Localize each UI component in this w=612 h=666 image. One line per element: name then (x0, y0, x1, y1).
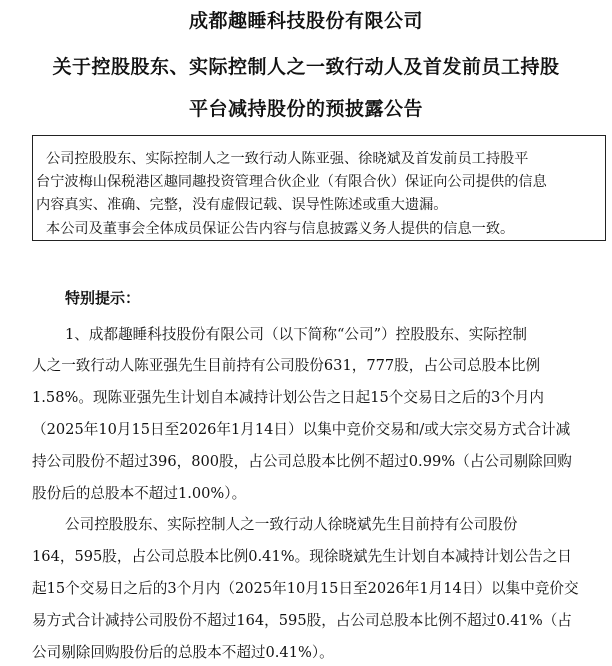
paragraph2-line: 公司剔除回购股份后的总股本不超过0.41%）。 (32, 644, 334, 661)
notice-line: 公司控股股东、实际控制人之一致行动人陈亚强、徐晓斌及首发前员工持股平 (46, 151, 529, 167)
paragraph2-line: 164，595股，占公司总股本比例0.41%。现徐晓斌先生计划自本减持计划公告之日 (32, 548, 572, 565)
notice-line: 台宁波梅山保税港区趣同趣投资管理合伙企业（有限合伙）保证向公司提供的信息 (36, 174, 547, 190)
notice-line: 本公司及董事会全体成员保证公告内容与信息披露义务人提供的信息一致。 (46, 221, 515, 237)
company-title: 成都趣睡科技股份有限公司 (188, 10, 423, 32)
paragraph2-line: 易方式合计减持公司股份不超过164，595股，占公司总股本比例不超过0.41%（占 (32, 612, 572, 629)
paragraph1-line: 1、成都趣睡科技股份有限公司（以下简称“公司”）控股股东、实际控制 (65, 326, 528, 343)
announcement-title-line1: 关于控股股东、实际控制人之一致行动人及首发前员工持股 (52, 56, 560, 78)
special-tips-heading: 特别提示： (65, 289, 141, 307)
paragraph1-line: （2025年10月15日至2026年1月14日）以集中竞价交易和/或大宗交易方式合计减 (32, 421, 571, 438)
paragraph2-line: 起15个交易日之后的3个月内（2025年10月15日至2026年1月14日）以集中竞价交 (32, 580, 579, 597)
paragraph1-line: 持公司股份不超过396，800股，占公司总股本比例不超过0.99%（占公司剔除回购 (32, 453, 572, 470)
paragraph1-line: 人之一致行动人陈亚强先生目前持有公司股份631，777股，占公司总股本比例 (32, 357, 541, 374)
notice-line: 内容真实、准确、完整，没有虚假记载、误导性陈述或重大遗漏。 (36, 197, 448, 213)
paragraph1-line: 1.58%。现陈亚强先生计划自本减持计划公告之日起15个交易日之后的3个月内 (32, 389, 545, 406)
announcement-title-line2: 平台减持股份的预披露公告 (188, 98, 423, 120)
paragraph2-line: 公司控股股东、实际控制人之一致行动人徐晓斌先生目前持有公司股份 (65, 516, 518, 533)
paragraph1-line: 股份后的总股本不超过1.00%）。 (32, 485, 247, 502)
